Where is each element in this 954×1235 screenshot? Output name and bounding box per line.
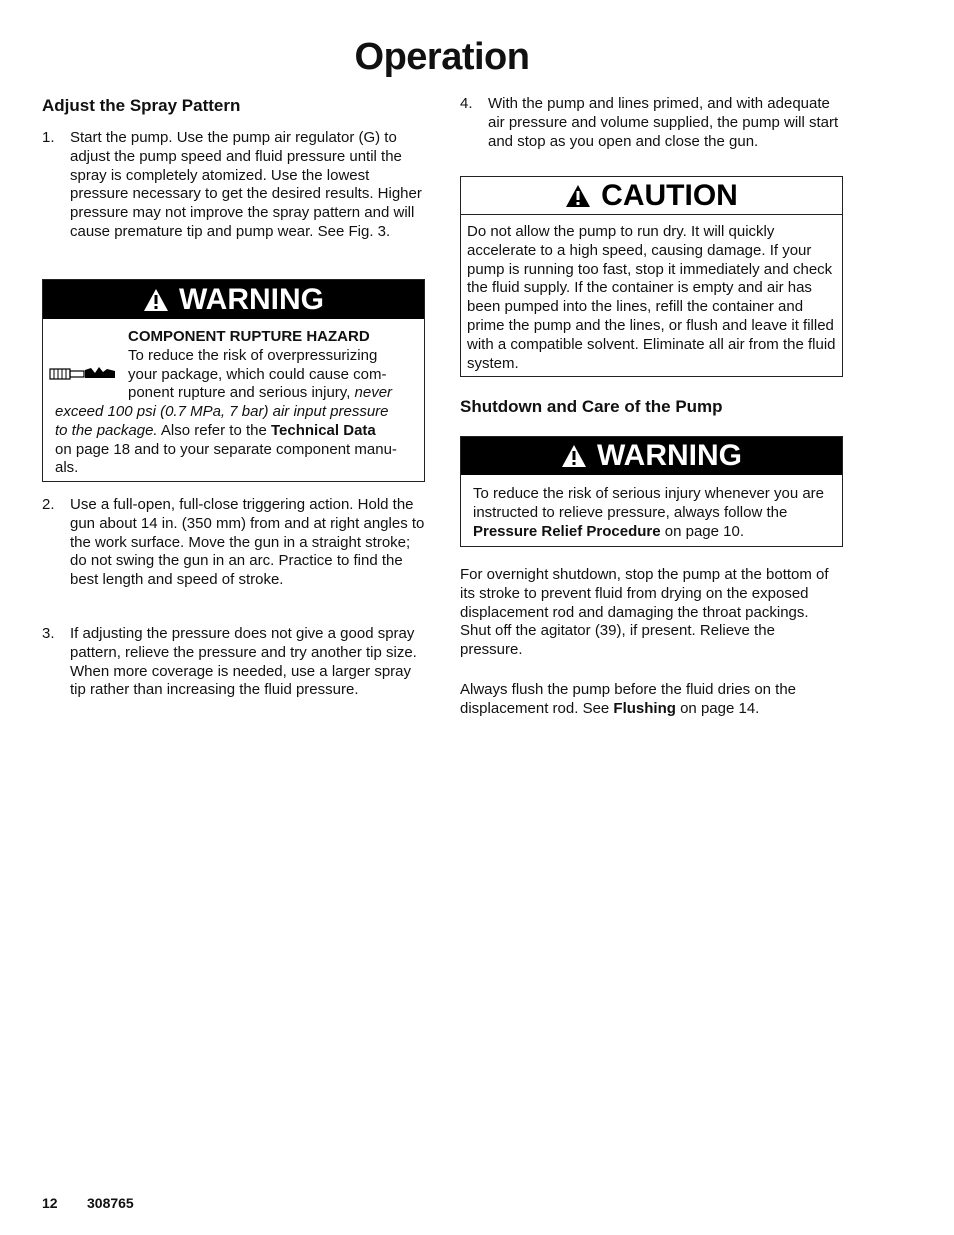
step-number: 3. bbox=[42, 625, 55, 642]
step-1 bbox=[42, 129, 426, 242]
warning-line: als. bbox=[55, 459, 79, 477]
page-number: 12 bbox=[42, 1195, 58, 1211]
warning-line: to the package. Also refer to the Technical Data bbox=[55, 421, 376, 439]
step-text: With the pump and lines primed, and with adequate air pressure and volume supplied, the pump will start and stop as you open and close the gun. bbox=[488, 95, 839, 150]
warning-header bbox=[461, 437, 842, 475]
warning-triangle-icon bbox=[561, 444, 587, 468]
caution-text: Do not allow the pump to run dry. It will quickly accelerate to a high speed, causing damage. If your pump is running too fast, stop it immediately and check the fluid supply. If the container is empty and air has been pumped into the lines, refill the container and prime the pump and the lines, or flush and leave it filled with a compatible solvent. Eliminate all air from the fluid system. bbox=[467, 223, 836, 372]
warning-line: ponent rupture and serious injury, never bbox=[128, 384, 393, 402]
step-3 bbox=[42, 625, 426, 700]
step-text: Start the pump. Use the pump air regulator (G) to adjust the pump speed and fluid pressure until the spray is completely atomized. Use the lowest pressure necessary to get the desired results. Higher pressure may not improve the spray pattern and will cause premature tip and pump wear. See Fig. 3. bbox=[70, 129, 422, 240]
warning-box-rupture bbox=[42, 279, 425, 482]
step-4 bbox=[460, 95, 845, 151]
step-number: 2. bbox=[42, 496, 55, 513]
warning-title: WARNING bbox=[179, 282, 324, 316]
warning-triangle-icon bbox=[143, 288, 169, 312]
shutdown-paragraph: For overnight shutdown, stop the pump at the bottom of its stroke to prevent fluid from drying on the exposed displacement rod and damaging the throat packings. Shut off the agitator (39), if present. Relieve the pressure. bbox=[460, 566, 829, 659]
flush-paragraph: Always flush the pump before the fluid dries on the displacement rod. See Flushing on page 14. bbox=[460, 681, 797, 717]
warning-body-cont bbox=[55, 403, 417, 478]
pressure-relief-ref: Pressure Relief Procedure bbox=[473, 522, 661, 540]
flushing-ref: Flushing bbox=[613, 699, 676, 717]
caution-header bbox=[461, 177, 842, 215]
warning-line: exceed 100 psi (0.7 MPa, 7 bar) air input pressure bbox=[55, 403, 389, 420]
doc-number: 308765 bbox=[87, 1195, 134, 1211]
caution-title: CAUTION bbox=[601, 178, 738, 212]
warning-text: To reduce the risk of serious injury whenever you are instructed to relieve pressure, always follow the Pressure Relief Procedure on page 10. bbox=[473, 485, 825, 540]
rupture-hazard-icon bbox=[49, 366, 117, 382]
step-text: Use a full-open, full-close triggering action. Hold the gun about 14 in. (350 mm) from and at right angles to the work surface. Move the gun in a straight stroke; do not swing the gun in an arc. Practice to find the best length and speed of stroke. bbox=[70, 496, 425, 589]
warning-line: your package, which could cause com- bbox=[128, 365, 387, 383]
caution-box bbox=[460, 176, 843, 377]
warning-box-pressure bbox=[460, 436, 843, 547]
section-title-adjust-spray: Adjust the Spray Pattern bbox=[42, 96, 241, 115]
step-number: 4. bbox=[460, 95, 473, 112]
warning-line: on page 18 and to your separate component manu- bbox=[55, 440, 397, 458]
step-text: If adjusting the pressure does not give a good spray pattern, relieve the pressure and try another tip size. When more coverage is needed, use a larger spray tip rather than increasing the fluid pressure. bbox=[70, 625, 417, 699]
step-2 bbox=[42, 496, 426, 590]
warning-header bbox=[43, 280, 424, 319]
warning-title: WARNING bbox=[597, 439, 742, 472]
warning-triangle-icon bbox=[565, 184, 591, 208]
page-title: Operation bbox=[354, 36, 530, 78]
section-title-shutdown: Shutdown and Care of the Pump bbox=[460, 397, 723, 416]
warning-body bbox=[128, 328, 418, 403]
step-number: 1. bbox=[42, 129, 55, 146]
warning-line: To reduce the risk of overpressurizing bbox=[128, 346, 378, 364]
technical-data-ref: Technical Data bbox=[270, 421, 376, 439]
hazard-title: COMPONENT RUPTURE HAZARD bbox=[128, 328, 370, 345]
